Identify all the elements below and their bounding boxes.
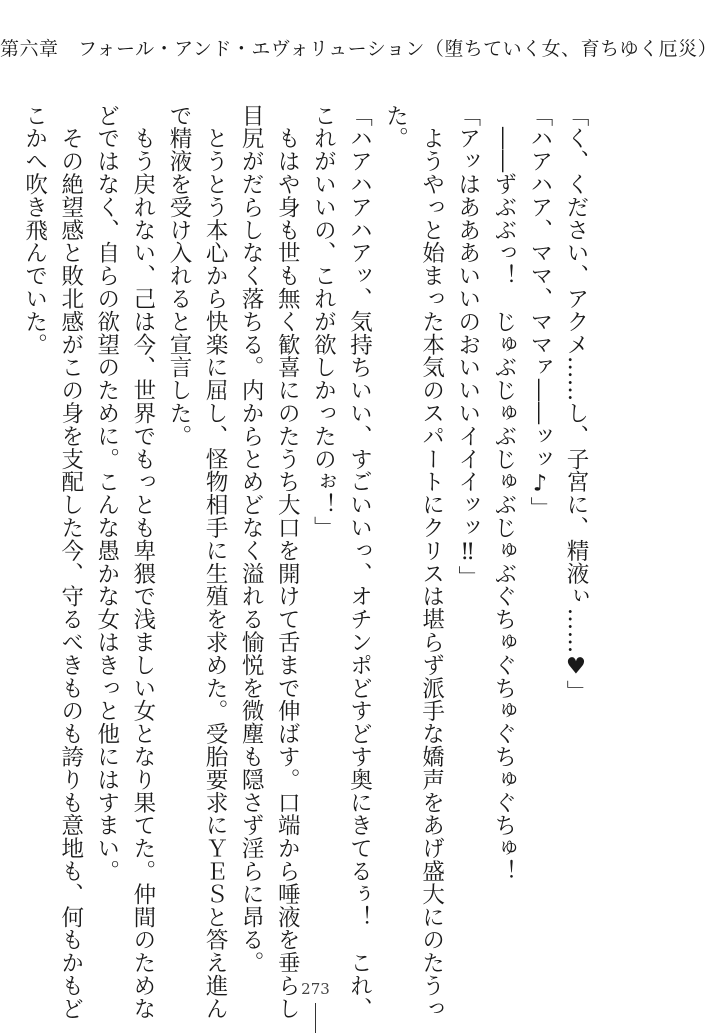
text-line: 目尻がだらしなく落ちる。内からとめどなく溢れる愉悦を微塵も隠さず淫らに昂る。 [238, 104, 265, 975]
text-line: ――ずぶぶっ！ じゅぶじゅぶじゅぶじゅぶぐちゅぐちゅぐちゅぐちゅ！ [490, 104, 517, 883]
page-number: 273 [301, 980, 330, 998]
text-line: もう戻れない、己は今、世界でもっとも卑猥で浅ましい女となり果てた。仲間のためな [129, 104, 156, 1020]
text-line: 「ハアハア、ママ、ママァ――ッッ♪」 [526, 104, 553, 520]
text-line: 「アッはあああいいのおいいいイイイッッ‼」 [454, 104, 481, 589]
text-line: とうとう本心から快楽に屈し、怪物相手に生殖を求めた。受胎要求にＹＥＳと答え進ん [202, 104, 229, 1020]
text-line: こかへ吹き飛んでいた。 [21, 104, 48, 356]
text-line: どではなく、自らの欲望のために。こんな愚かな女はきっと他にはすまい。 [93, 104, 120, 883]
text-line: 「ハアハアハアッ、気持ちいい、すごいいっ、オチンポどすどす奥にきてるぅ！ これ、 [346, 104, 373, 1020]
text-line: これがいいの、これが欲しかったのぉ！」 [310, 104, 337, 540]
text-line: もはや身も世も無く歓喜にのたうち大口を開けて舌まで伸ばす。口端から唾液を垂らし [274, 104, 301, 1020]
text-line: た。 [382, 104, 409, 150]
text-line: その絶望感と敗北感がこの身を支配した今、守るべきものも誇りも意地も、何もかもど [57, 104, 84, 1020]
text-line: で精液を受け入れると宣言した。 [165, 104, 192, 448]
running-header: 第六章 フォール・アンド・エヴォリューション（堕ちていく女、育ちゆく厄災） [0, 38, 717, 60]
text-line: 「く、ください、アクメ……し、子宮に、精液ぃ……♥」 [563, 104, 589, 703]
folio-rule [315, 1003, 316, 1033]
text-line: ようやっと始まった本気のスパートにクリスは堪らず派手な嬌声をあげ盛大にのたうっ [418, 104, 445, 1020]
